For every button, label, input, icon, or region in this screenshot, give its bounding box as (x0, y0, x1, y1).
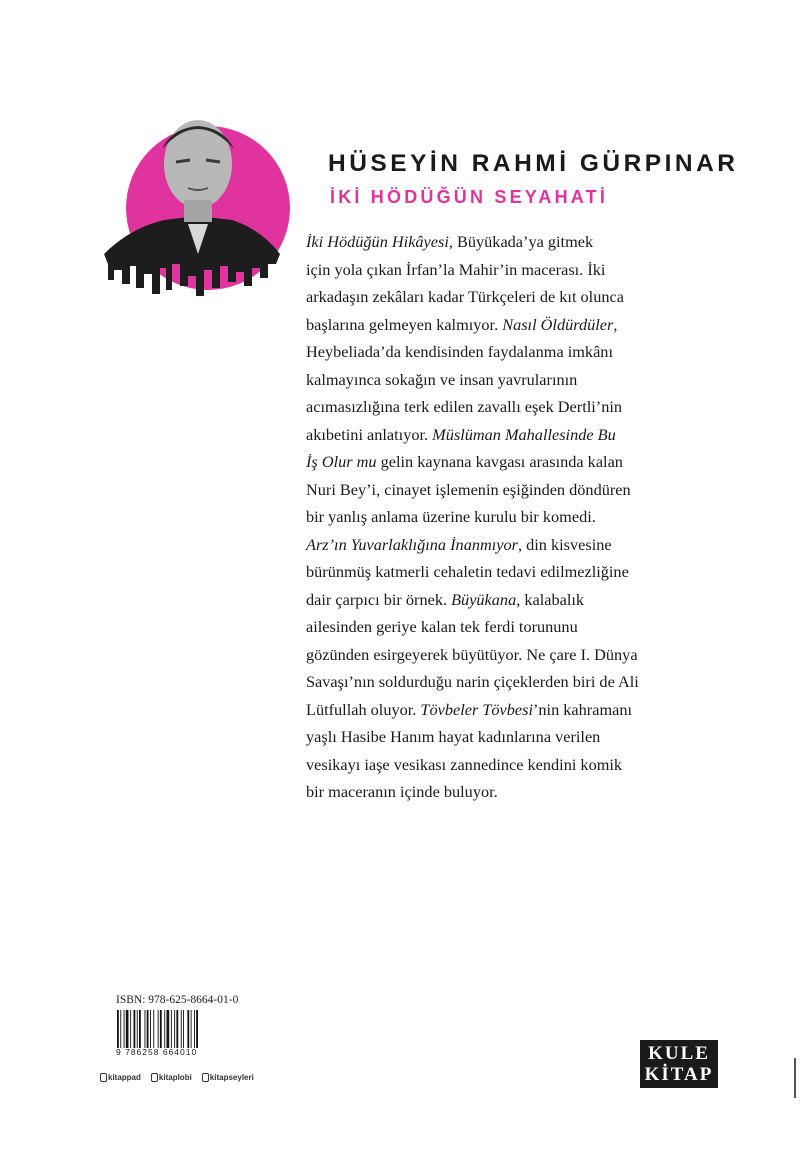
isbn-label: ISBN: 978-625-8664-01-0 (116, 994, 239, 1006)
blurb-line (306, 778, 726, 806)
blurb-line (306, 311, 726, 339)
barcode-bar (137, 1010, 138, 1048)
barcode-bar (174, 1010, 175, 1048)
blurb-italic-title: Arz’ın Yuvarlaklığına İnanmıyor (306, 534, 518, 554)
blurb-segment: dair çarpıcı bir örnek. (306, 589, 452, 609)
barcode-bar (150, 1010, 151, 1048)
publisher-logo (640, 1040, 718, 1088)
blurb-line (306, 338, 726, 366)
blurb-segment: gelin kaynana kavgası arasında kalan (376, 452, 623, 471)
store-logo-kitapseyleri (202, 1073, 254, 1082)
blurb-segment: ailesinden geriye kalan tek ferdi torununu (306, 617, 578, 636)
author-portrait (100, 104, 290, 299)
store-name: kitaplobi (158, 1073, 192, 1082)
blurb-line (306, 393, 726, 421)
blurb-line (306, 558, 726, 586)
store-mark-icon (100, 1073, 107, 1082)
barcode-bar (124, 1010, 125, 1048)
blurb-line (306, 723, 726, 751)
blurb-segment: yaşlı Hasibe Hanım hayat kadınlarına verilen (306, 727, 601, 746)
blurb-line (306, 366, 726, 394)
blurb-italic-title: Nasıl Öldürdüler (502, 314, 614, 334)
blurb-line (306, 228, 726, 256)
blurb-segment: kalmayınca sokağın ve insan yavrularının (306, 369, 578, 389)
blurb-segment: Lütfullah oluyor. (306, 699, 421, 719)
book-title: İKİ HÖDÜĞÜN SEYAHATİ (330, 187, 609, 207)
blurb-segment: , kalabalık (516, 589, 585, 609)
barcode-digits: 9 786258 664010 (116, 1047, 198, 1057)
blurb-segment: Heybeliada’da kendisinden faydalanma imkânı (306, 342, 613, 361)
blurb-italic-title: Tövbeler Tövbesi (420, 699, 533, 719)
publisher-line-2: KİTAP (644, 1064, 714, 1085)
blurb-segment: gözünden esirgeyerek büyütüyor. Ne çare I. Dünya (306, 644, 638, 664)
blurb-line (306, 696, 726, 724)
store-name: kitappad (108, 1073, 141, 1082)
barcode-bar (158, 1010, 159, 1048)
blurb-segment: başlarına gelmeyen kalmıyor. (306, 314, 503, 334)
blurb-segment: bir maceranın içinde buluyor. (306, 782, 498, 801)
barcode-bar (187, 1010, 189, 1048)
blurb-segment: acımasızlığına terk edilen zavallı eşek Dertli’nin (306, 397, 622, 416)
barcode-bar (153, 1010, 154, 1048)
blurb-line (306, 668, 726, 696)
barcode-bar (191, 1010, 192, 1048)
blurb-line (306, 448, 726, 476)
blurb-line (306, 531, 726, 559)
blurb-line (306, 641, 726, 669)
blurb-line (306, 751, 726, 779)
blurb-segment: , Büyükada’ya gitmek (448, 232, 594, 251)
blurb-line (306, 283, 726, 311)
store-logo-kitaplobi (151, 1073, 192, 1082)
barcode-bar (183, 1010, 184, 1048)
barcode-bar (194, 1010, 195, 1048)
author-name: HÜSEYİN RAHMİ GÜRPINAR (328, 150, 739, 177)
blurb-italic-title: Büyükana (451, 589, 517, 609)
barcode-bar (134, 1010, 136, 1048)
blurb-line (306, 503, 726, 531)
barcode-bar (147, 1010, 149, 1048)
barcode-bar (176, 1010, 178, 1048)
barcode-bar (130, 1010, 131, 1048)
blurb-italic-title: Müslüman Mahallesinde Bu (432, 424, 616, 444)
blurb-line (306, 256, 726, 284)
blurb-segment: akıbetini anlatıyor. (306, 424, 433, 444)
store-mark-icon (151, 1073, 158, 1082)
store-logo-kitappad (100, 1073, 141, 1082)
barcode-bar (181, 1010, 182, 1048)
blurb-line (306, 421, 726, 449)
store-logos (100, 1073, 254, 1082)
barcode-bar (139, 1010, 141, 1048)
blurb-segment: vesikayı iaşe vesikası zannedince kendini komik (306, 754, 623, 774)
barcode-bar (164, 1010, 165, 1048)
blurb-segment: , din kisvesine (517, 534, 612, 554)
store-name: kitapseyleri (209, 1073, 254, 1082)
publisher-line-1: KULE (648, 1043, 710, 1064)
blurb-line (306, 586, 726, 614)
blurb-line (306, 613, 726, 641)
barcode-bar (126, 1010, 129, 1048)
blurb-segment: için yola çıkan İrfan’la Mahir’in macerası. İki (306, 259, 606, 279)
blurb-segment: ’nin kahramanı (533, 699, 633, 719)
blurb-segment: Savaşı’nın soldurduğu narin çiçeklerden biri de Ali (306, 672, 639, 691)
barcode-bar (160, 1010, 162, 1048)
blurb-line (306, 476, 726, 504)
barcode-bar (167, 1010, 170, 1048)
barcode (116, 1010, 226, 1048)
blurb-italic-title: İş Olur mu (306, 452, 377, 471)
barcode-bar (196, 1010, 198, 1048)
barcode-bar (145, 1010, 146, 1048)
barcode-bar (171, 1010, 172, 1048)
edge-line (794, 1058, 796, 1098)
blurb-italic-title: İki Hödüğün Hikâyesi (306, 232, 449, 251)
blurb-segment: bir yanlış anlama üzerine kurulu bir komedi. (306, 507, 596, 526)
barcode-bar (117, 1010, 119, 1048)
blurb-segment: Nuri Bey’i, cinayet işlemenin eşiğinden döndüren (306, 479, 631, 499)
store-mark-icon (202, 1073, 209, 1082)
blurb-segment: , (613, 314, 618, 334)
blurb-segment: arkadaşın zekâları kadar Türkçeleri de kıt olunca (306, 287, 624, 306)
barcode-bar (120, 1010, 121, 1048)
blurb-text (306, 228, 726, 806)
blurb-segment: bürünmüş katmerli cehaletin tedavi edilmezliğine (306, 562, 629, 581)
